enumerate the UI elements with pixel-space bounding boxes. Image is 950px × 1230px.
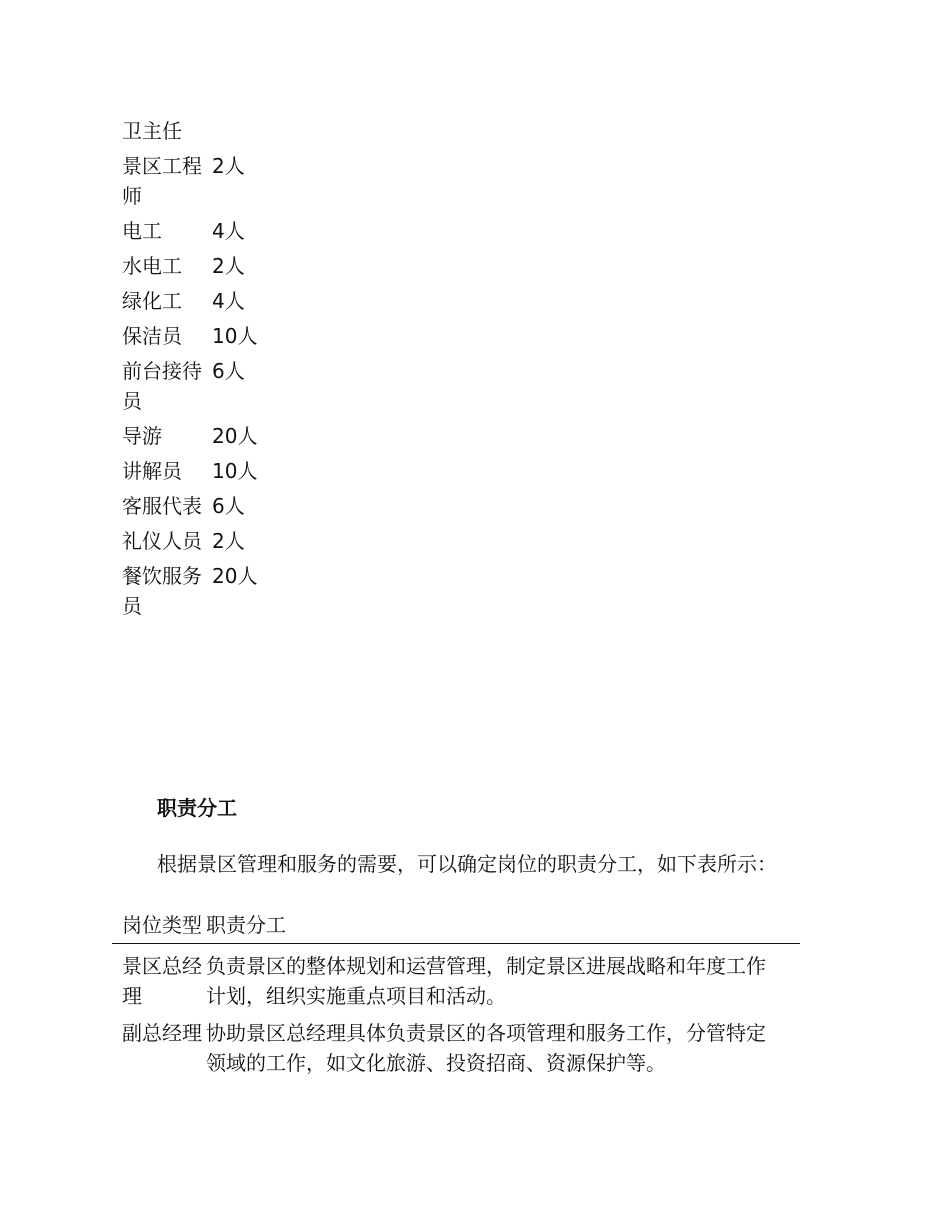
table-row	[112, 944, 800, 1011]
table-header-row	[112, 910, 800, 944]
position-cell: 导游	[122, 424, 162, 448]
position-cell: 水电工	[122, 254, 182, 278]
count-cell: 10人	[212, 459, 258, 483]
table-row	[122, 321, 262, 351]
section-heading: 职责分工	[157, 796, 237, 820]
position-cell: 电工	[122, 219, 162, 243]
position-cell: 景区工程师	[122, 154, 202, 208]
table-row	[122, 456, 262, 486]
table-row	[122, 491, 262, 521]
table-row	[122, 251, 262, 281]
staff-count-table	[122, 116, 262, 626]
table-row	[122, 116, 262, 146]
position-cell: 讲解员	[122, 459, 182, 483]
count-cell: 10人	[212, 324, 258, 348]
table-row	[122, 526, 262, 556]
position-cell: 前台接待员	[122, 359, 202, 413]
header-position-type: 岗位类型	[122, 913, 202, 937]
table-row	[122, 286, 262, 316]
count-cell: 2人	[212, 254, 245, 278]
count-cell	[212, 116, 258, 146]
position-cell: 绿化工	[122, 289, 182, 313]
duty-cell: 协助景区总经理具体负责景区的各项管理和服务工作，分管特定领域的工作，如文化旅游、投资招商、资源保护等。	[206, 1021, 766, 1075]
count-cell: 4人	[212, 289, 245, 313]
count-cell: 20人	[212, 564, 258, 588]
count-cell: 6人	[212, 359, 245, 383]
position-cell: 副总经理	[122, 1021, 202, 1045]
position-cell: 礼仪人员	[122, 529, 202, 553]
intro-paragraph: 根据景区管理和服务的需要，可以确定岗位的职责分工，如下表所示：	[157, 852, 777, 876]
table-row	[122, 421, 262, 451]
position-cell: 餐饮服务员	[122, 564, 202, 618]
table-row	[122, 216, 262, 246]
header-duty: 职责分工	[206, 913, 286, 937]
count-cell: 6人	[212, 494, 245, 518]
table-row	[122, 356, 262, 416]
position-cell: 景区总经理	[122, 954, 202, 1008]
duty-cell: 负责景区的整体规划和运营管理，制定景区进展战略和年度工作计划，组织实施重点项目和活动。	[206, 954, 766, 1008]
table-row	[122, 561, 262, 621]
table-row	[112, 1011, 800, 1078]
count-cell: 2人	[212, 529, 245, 553]
count-cell: 2人	[212, 154, 245, 178]
position-cell: 保洁员	[122, 324, 182, 348]
table-row	[122, 151, 262, 211]
position-cell: 卫主任	[122, 119, 182, 143]
position-cell: 客服代表	[122, 494, 202, 518]
count-cell: 4人	[212, 219, 245, 243]
count-cell: 20人	[212, 424, 258, 448]
duty-table	[112, 910, 800, 1078]
